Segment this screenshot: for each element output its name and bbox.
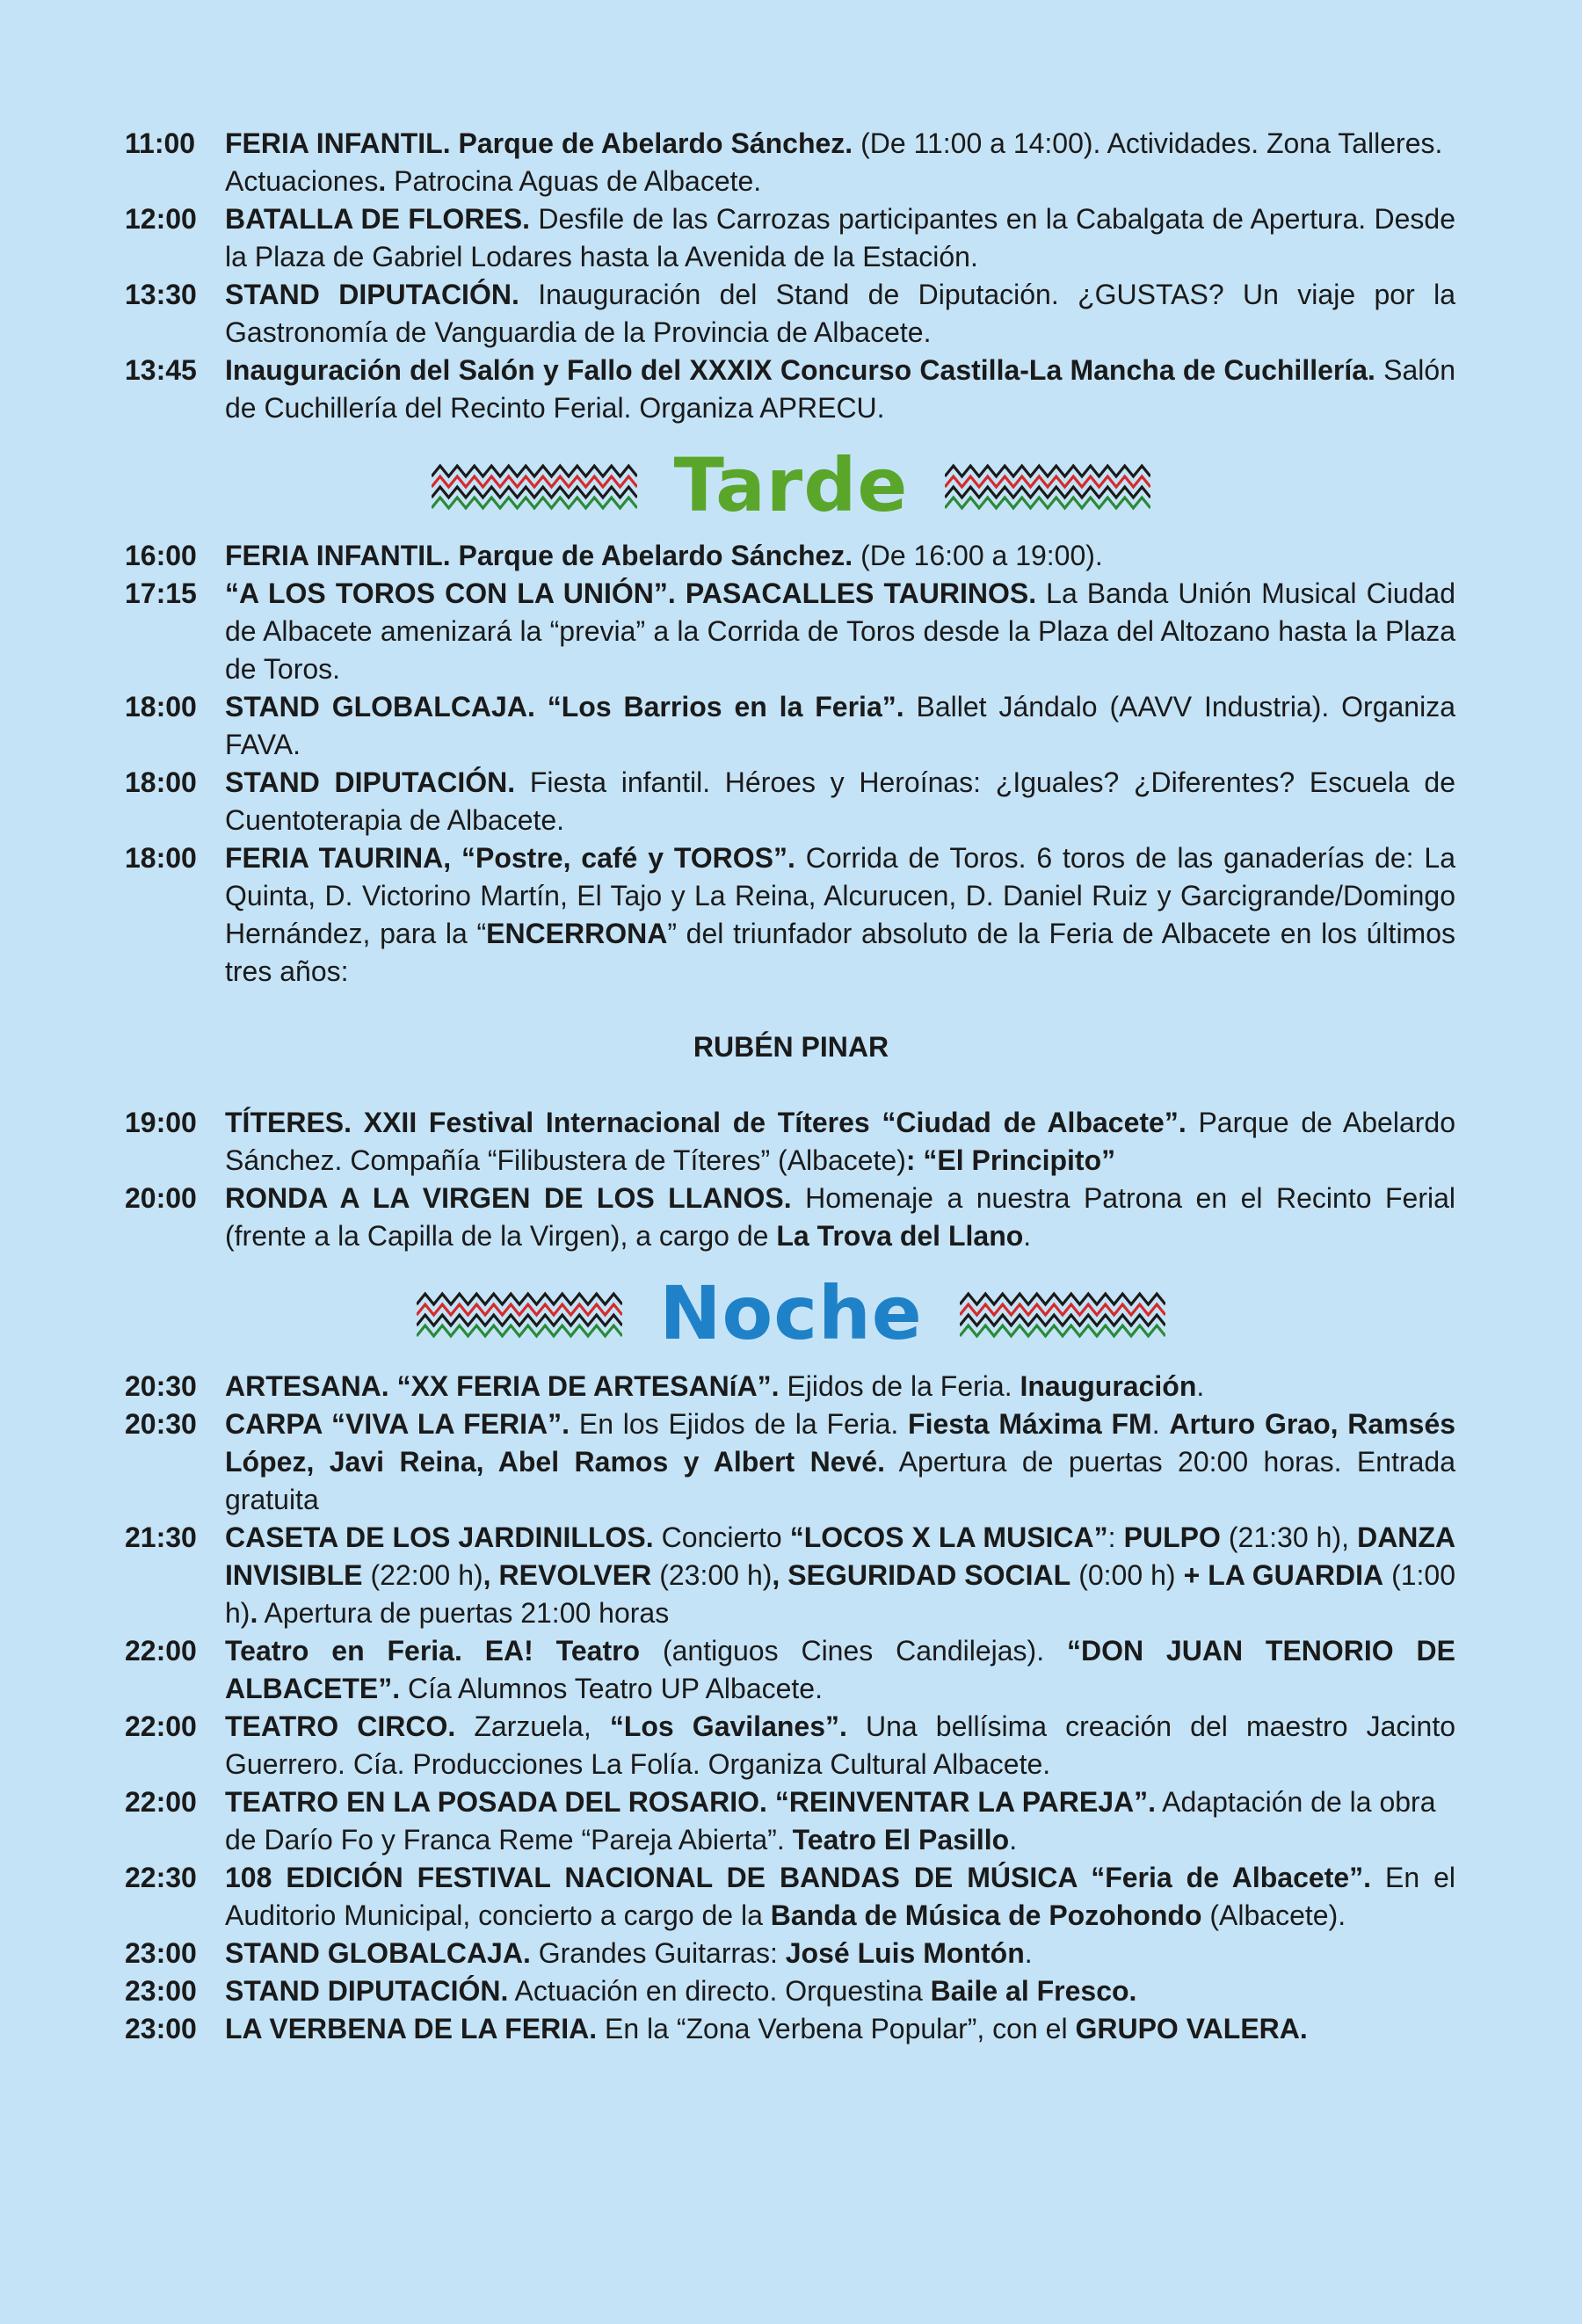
entry-highlight: FERIA TAURINA, “Postre, café y TOROS”.	[225, 842, 795, 874]
section-title: Noche	[659, 1270, 923, 1356]
entry-highlight: TEATRO CIRCO.	[225, 1710, 456, 1742]
entry-highlight: Inauguración del Salón y Fallo del XXXIX Concurso Castilla-La Mancha de Cuchillería.	[225, 354, 1375, 386]
featured-artist: RUBÉN PINAR	[693, 1031, 889, 1063]
entry-description	[225, 839, 1455, 991]
entry-description	[225, 1519, 1455, 1632]
entry-description	[225, 537, 1455, 575]
zigzag-ornament-icon	[960, 1287, 1165, 1340]
entry-highlight: STAND GLOBALCAJA.	[225, 1937, 531, 1969]
entry-time: 18:00	[125, 842, 197, 874]
entry-time: 20:30	[125, 1370, 197, 1402]
entry-highlight: CARPA “VIVA LA FERIA”.	[225, 1408, 570, 1440]
entry-highlight: Baile al Fresco.	[930, 1975, 1137, 2007]
entry-text: Actuación en directo. Orquestina	[508, 1975, 931, 2007]
entry-time: 20:30	[125, 1408, 197, 1440]
entry-description	[225, 1859, 1455, 1935]
schedule-entry	[0, 575, 1582, 688]
entry-text: En la “Zona Verbena Popular”, con el	[597, 2013, 1076, 2044]
entry-highlight: STAND DIPUTACIÓN.	[225, 766, 516, 798]
entry-text: (23:00 h)	[651, 1559, 773, 1591]
entry-text: (21:30 h),	[1220, 1521, 1358, 1553]
entry-highlight: STAND DIPUTACIÓN.	[225, 279, 519, 310]
entry-description	[225, 1405, 1455, 1519]
entry-text: Corrida de Toros. 6 toros de las ganaderías de: La Quinta, D. Victorino Martín, El Tajo y La Reina, Alcurucen, D. Daniel Ruiz y Garcigrande/Domingo Hernández, para la “	[225, 842, 1456, 949]
entry-text: (antiguos Cines Candilejas).	[640, 1635, 1067, 1667]
entry-highlight: PULPO	[1123, 1521, 1221, 1553]
morning-section	[0, 125, 1582, 427]
entry-text: Homenaje a nuestra Patrona en el Recinto Ferial (frente a la Capilla de la Virgen), a cargo de	[225, 1182, 1456, 1252]
schedule-entry	[0, 1783, 1582, 1859]
entry-description	[225, 125, 1455, 200]
entry-text: Ballet Jándalo (AAVV Industria). Organiza FAVA.	[225, 691, 1456, 760]
entry-time: 23:00	[125, 2013, 197, 2044]
schedule-entry	[0, 125, 1582, 200]
entry-description	[225, 276, 1455, 352]
entry-highlight: + LA GUARDIA	[1183, 1559, 1384, 1591]
entry-highlight: BATALLA DE FLORES.	[225, 203, 531, 235]
entry-text: En el Auditorio Municipal, concierto a cargo de la	[225, 1862, 1456, 1931]
entry-highlight: Teatro El Pasillo	[792, 1824, 1010, 1856]
entry-time: 22:00	[125, 1710, 197, 1742]
entry-text: Parque de Abelardo Sánchez. Compañía “Filibustera de Títeres” (Albacete)	[225, 1107, 1456, 1176]
entry-time: 21:30	[125, 1521, 197, 1553]
entry-text: Apertura de puertas 20:00 horas. Entrada gratuita	[225, 1446, 1456, 1515]
entry-highlight: Teatro en Feria. EA! Teatro	[225, 1635, 641, 1667]
entry-time: 16:00	[125, 540, 197, 571]
entry-text: En los Ejidos de la Feria.	[570, 1408, 909, 1440]
entry-highlight: Fiesta Máxima FM	[908, 1408, 1152, 1440]
entry-time: 22:30	[125, 1862, 197, 1893]
entry-description	[225, 2010, 1455, 2048]
schedule-entry	[0, 839, 1582, 991]
entry-time: 19:00	[125, 1107, 197, 1138]
schedule-entry	[0, 1180, 1582, 1255]
entry-description	[225, 764, 1455, 839]
entry-text: .	[1009, 1824, 1018, 1856]
schedule-entry	[0, 200, 1582, 276]
entry-description	[225, 1632, 1455, 1708]
entry-highlight: .	[250, 1597, 258, 1629]
entry-description	[225, 575, 1455, 688]
schedule-entry	[0, 764, 1582, 839]
entry-text: Salón de Cuchillería del Recinto Ferial. Organiza APRECU.	[225, 354, 1456, 424]
entry-highlight: , SEGURIDAD SOCIAL	[772, 1559, 1071, 1591]
entry-time: 22:00	[125, 1635, 197, 1667]
entry-time: 23:00	[125, 1975, 197, 2007]
entry-description	[225, 1368, 1455, 1405]
schedule-entry	[0, 1708, 1582, 1783]
entry-text: (22:00 h)	[362, 1559, 483, 1591]
entry-highlight: ARTESANA. “XX FERIA DE ARTESANíA”.	[225, 1370, 780, 1402]
entry-text: Apertura de puertas 21:00 horas	[258, 1597, 670, 1629]
schedule-entry	[0, 352, 1582, 427]
tarde-header	[0, 424, 1582, 547]
entry-highlight: 108 EDICIÓN FESTIVAL NACIONAL DE BANDAS DE MÚSICA “Feria de Albacete”.	[225, 1862, 1372, 1893]
entry-highlight: TÍTERES. XXII Festival Internacional de Títeres “Ciudad de Albacete”.	[225, 1107, 1186, 1138]
entry-description	[225, 1783, 1455, 1859]
entry-time: 18:00	[125, 691, 197, 723]
entry-highlight: José Luis Montón	[785, 1937, 1025, 1969]
entry-time: 22:00	[125, 1786, 197, 1818]
schedule-entry	[0, 1972, 1582, 2010]
entry-time: 11:00	[125, 127, 196, 159]
schedule-entry	[0, 1104, 1582, 1180]
entry-text: :	[1107, 1521, 1124, 1553]
entry-description	[225, 1972, 1455, 2010]
entry-description	[225, 1935, 1455, 1972]
noche-header	[0, 1252, 1582, 1375]
schedule-entry	[0, 2010, 1582, 2048]
entry-time: 13:30	[125, 279, 197, 310]
entry-highlight: CASETA DE LOS JARDINILLOS.	[225, 1521, 654, 1553]
entry-text: (0:00 h)	[1070, 1559, 1184, 1591]
entry-time: 17:15	[125, 577, 197, 609]
entry-text: Grandes Guitarras:	[530, 1937, 786, 1969]
entry-text: Zarzuela,	[455, 1710, 610, 1742]
entry-text: Desfile de las Carrozas participantes en la Cabalgata de Apertura. Desde la Plaza de Gabriel Lodares hasta la Avenida de la Estación.	[225, 203, 1456, 272]
section-header	[0, 424, 1582, 547]
noche-section	[0, 1368, 1582, 2048]
entry-text: Concierto	[653, 1521, 790, 1553]
entry-text: Patrocina Aguas de Albacete.	[386, 165, 762, 197]
entry-highlight: FERIA INFANTIL. Parque de Abelardo Sánchez.	[225, 127, 853, 159]
schedule-entry	[0, 1632, 1582, 1708]
zigzag-ornament-icon	[945, 459, 1150, 512]
schedule-entry	[0, 1405, 1582, 1519]
tarde-section	[0, 537, 1582, 1255]
schedule-entry	[0, 537, 1582, 575]
entry-text: Adaptación de la obra de Darío Fo y Franca Reme “Pareja Abierta”.	[225, 1786, 1436, 1856]
entry-highlight: Inauguración	[1020, 1370, 1197, 1402]
entry-text: La Banda Unión Musical Ciudad de Albacete amenizará la “previa” a la Corrida de Toros desde la Plaza del Altozano hasta la Plaza de Toros.	[225, 577, 1455, 685]
entry-highlight: Arturo Grao, Ramsés López, Javi Reina, Abel Ramos y Albert Nevé.	[225, 1408, 1456, 1478]
zigzag-ornament-icon	[432, 459, 637, 512]
entry-text: ” del triunfador absoluto de la Feria de Albacete en los últimos tres años:	[225, 918, 1456, 987]
entry-highlight: , REVOLVER	[483, 1559, 652, 1591]
schedule-entry	[0, 1368, 1582, 1405]
entry-highlight: : “El Principito”	[905, 1144, 1116, 1176]
schedule-entry	[0, 1935, 1582, 1972]
zigzag-ornament-icon	[417, 1287, 622, 1340]
entry-highlight: “A LOS TOROS CON LA UNIÓN”. PASACALLES TAURINOS.	[225, 577, 1037, 609]
entry-highlight: DANZA INVISIBLE	[225, 1521, 1456, 1591]
entry-description	[225, 1104, 1455, 1180]
entry-description	[225, 1708, 1455, 1783]
entry-highlight: STAND DIPUTACIÓN.	[225, 1975, 509, 2007]
entry-text: (De 16:00 a 19:00).	[853, 540, 1103, 571]
entry-highlight: “DON JUAN TENORIO DE ALBACETE”.	[225, 1635, 1456, 1704]
entry-description	[225, 1180, 1455, 1255]
entry-text: Ejidos de la Feria.	[779, 1370, 1020, 1402]
entry-time: 18:00	[125, 766, 197, 798]
schedule-entry	[0, 276, 1582, 352]
entry-text: (Albacete).	[1201, 1899, 1346, 1931]
entry-highlight: .	[378, 165, 387, 197]
entry-description	[225, 200, 1455, 276]
entry-time: 13:45	[125, 354, 197, 386]
schedule-entry	[0, 1859, 1582, 1935]
entry-highlight: La Trova del Llano	[776, 1220, 1024, 1252]
entry-highlight: STAND GLOBALCAJA. “Los Barrios en la Feria”.	[225, 691, 904, 723]
entry-highlight: LA VERBENA DE LA FERIA.	[225, 2013, 598, 2044]
entry-text: .	[1151, 1408, 1170, 1440]
entry-time: 20:00	[125, 1182, 197, 1214]
schedule-entry	[0, 688, 1582, 764]
entry-text: .	[1196, 1370, 1205, 1402]
entry-time: 12:00	[125, 203, 197, 235]
entry-text: Cía Alumnos Teatro UP Albacete.	[400, 1673, 823, 1704]
entry-highlight: Banda de Música de Pozohondo	[770, 1899, 1202, 1931]
schedule-entry	[0, 1519, 1582, 1632]
entry-text: (De 11:00 a 14:00). Actividades. Zona Talleres. Actuaciones	[225, 127, 1443, 197]
entry-text: (1:00 h)	[225, 1559, 1455, 1629]
entry-highlight: RONDA A LA VIRGEN DE LOS LLANOS.	[225, 1182, 792, 1214]
section-header	[0, 1252, 1582, 1375]
entry-text: Inauguración del Stand de Diputación. ¿GUSTAS? Un viaje por la Gastronomía de Vanguardia de la Provincia de Albacete.	[225, 279, 1456, 348]
entry-text: Fiesta infantil. Héroes y Heroínas: ¿Iguales? ¿Diferentes? Escuela de Cuentoterapia de Albacete.	[225, 766, 1456, 836]
entry-highlight: “LOCOS X LA MUSICA”	[789, 1521, 1108, 1553]
entry-highlight: “Los Gavilanes”.	[609, 1710, 847, 1742]
entry-highlight: ENCERRONA	[486, 918, 668, 949]
entry-time: 23:00	[125, 1937, 197, 1969]
entry-description	[225, 352, 1455, 427]
entry-text: .	[1024, 1937, 1033, 1969]
section-title: Tarde	[673, 442, 909, 528]
entry-description	[225, 688, 1455, 764]
entry-text: .	[1023, 1220, 1032, 1252]
entry-highlight: GRUPO VALERA.	[1075, 2013, 1308, 2044]
entry-text: Una bellísima creación del maestro Jacinto Guerrero. Cía. Producciones La Folía. Organiza Cultural Albacete.	[225, 1710, 1456, 1780]
entry-highlight: FERIA INFANTIL. Parque de Abelardo Sánchez.	[225, 540, 853, 571]
entry-highlight: TEATRO EN LA POSADA DEL ROSARIO. “REINVENTAR LA PAREJA”.	[225, 1786, 1157, 1818]
